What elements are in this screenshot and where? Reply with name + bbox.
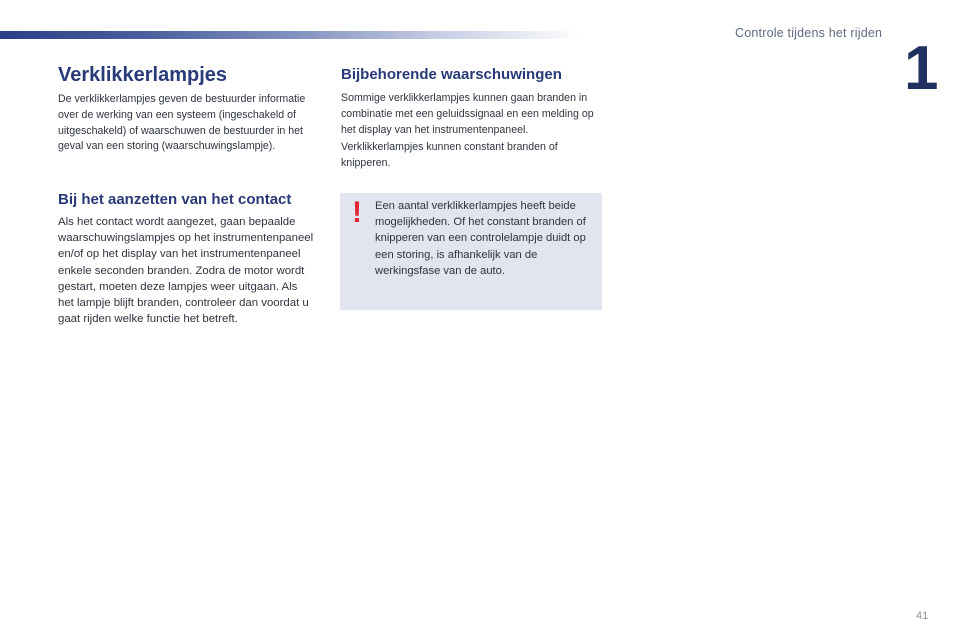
note-box <box>340 193 602 310</box>
section-title: Controle tijdens het rijden <box>735 26 883 40</box>
contact-paragraph: Als het contact wordt aangezet, gaan bepaalde waarschuwingslampjes op het instrumentenpaneel en/of op het display van het instrumentenpaneel enkele seconden branden. Zodra de motor wordt gestart, moeten deze lampjes weer uitgaan. Als het lampje blijft branden, controleer dan voordat u gaat rijden welke functie het betreft. <box>58 216 314 326</box>
warnings-subheading: Bijbehorende waarschuwingen <box>341 66 562 83</box>
warnings-paragraph: Sommige verklikkerlampjes kunnen gaan branden in combinatie met een geluidssignaal en een melding op het display van het instrumentenpaneel. Verklikkerlampjes kunnen constant branden of knipperen. <box>341 92 594 169</box>
contact-subheading: Bij het aanzetten van het contact <box>58 191 292 208</box>
warning-exclamation-icon: ! <box>352 196 362 229</box>
header-gradient-bar <box>0 31 580 39</box>
page-number: 41 <box>916 610 929 622</box>
page-title: Verklikkerlampjes <box>58 64 228 86</box>
note-text: Een aantal verklikkerlampjes heeft beide mogelijkheden. Of het constant branden of knipperen van een controlelampje duidt op een storing, is afhankelijk van de werkingsfase van de auto. <box>375 200 586 277</box>
intro-paragraph: De verklikkerlampjes geven de bestuurder informatie over de werking van een systeem (ingeschakeld of uitgeschakeld) of waarschuwen de bestuurder in het geval van een storing (waarschuwingslampje). <box>58 93 306 153</box>
chapter-number: 1 <box>904 34 939 103</box>
